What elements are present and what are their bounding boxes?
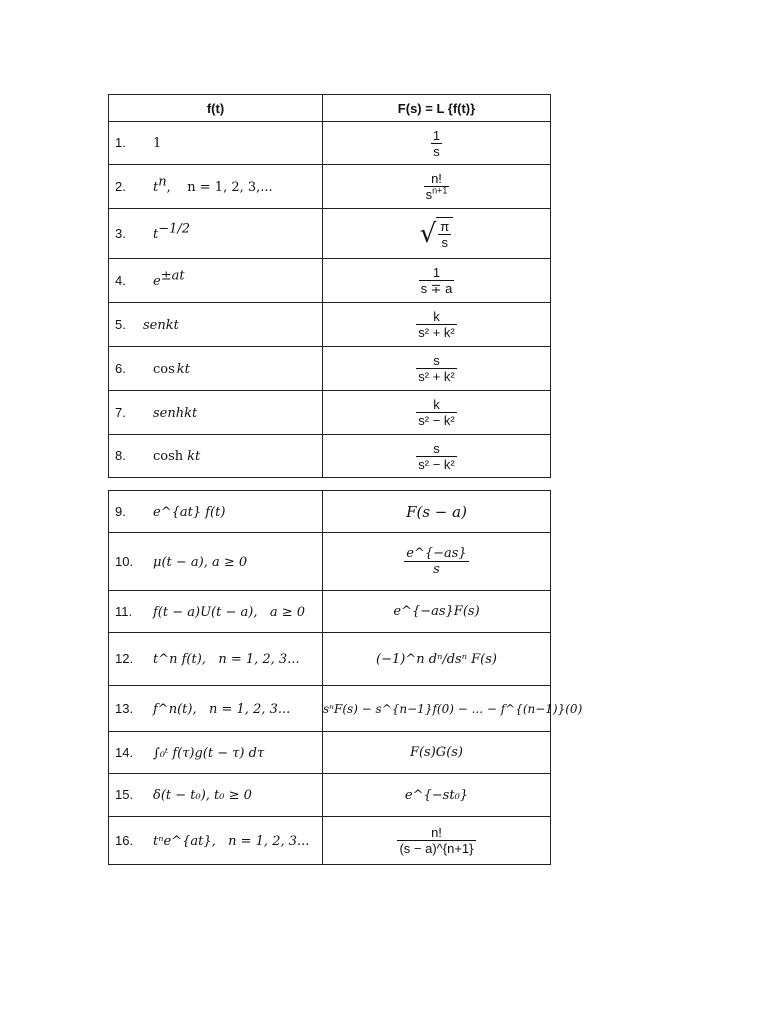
lhs-base: t [153, 226, 159, 242]
row-13-lhs [109, 686, 323, 732]
row-2-lhs [109, 165, 323, 209]
row-15-rhs: e^{−st₀} [323, 774, 551, 817]
row-11-rhs: e^{−as}F(s) [323, 591, 551, 633]
row-number: 11. [115, 603, 133, 619]
row-7-rhs [323, 391, 551, 435]
row-7-lhs [109, 391, 323, 435]
lhs-argument: kt [176, 361, 190, 377]
header-col-fs: F(s) = L {f(t)} [323, 95, 551, 122]
table-row [109, 633, 551, 686]
header-col-ft: f(t) [109, 95, 323, 122]
table-row [109, 122, 551, 165]
row-2-rhs [323, 165, 551, 209]
row-14-rhs: F(s)G(s) [323, 732, 551, 774]
row-10-lhs [109, 533, 323, 591]
fraction [438, 219, 451, 250]
square-root [420, 217, 454, 251]
fraction [397, 825, 475, 856]
table-row [109, 347, 551, 391]
row-number: 7. [115, 404, 126, 420]
table-row [109, 774, 551, 817]
row-4-lhs [109, 259, 323, 303]
lhs-argument: kt [187, 449, 201, 464]
row-11-lhs [109, 591, 323, 633]
lhs-expression: tⁿe^{at}, n = 1, 2, 3... [153, 833, 310, 849]
row-number: 6. [115, 360, 126, 376]
lhs-condition: , n = 1, 2, 3,... [166, 179, 273, 195]
fraction [416, 441, 456, 472]
row-14-lhs [109, 732, 323, 774]
table-row [109, 435, 551, 478]
row-number: 9. [115, 503, 126, 519]
row-16-lhs [109, 817, 323, 865]
fraction [424, 171, 450, 202]
row-6-rhs [323, 347, 551, 391]
den-base: s [425, 187, 433, 202]
denominator: s² − k² [418, 456, 455, 472]
fraction [419, 265, 455, 296]
denominator: s² + k² [418, 369, 455, 384]
lhs-expression: ∫₀ᵗ f(τ)g(t − τ) dτ [153, 745, 265, 761]
lhs-function: cos [153, 361, 175, 377]
row-number: 4. [115, 272, 126, 288]
numerator: k [433, 309, 440, 324]
row-number: 1. [115, 135, 126, 150]
row-15-lhs [109, 774, 323, 817]
lhs-expression: μ(t − a), a ≥ 0 [153, 554, 248, 570]
denominator: s² + k² [418, 325, 455, 340]
denominator [424, 186, 450, 202]
table-row [109, 817, 551, 865]
denominator: s [431, 143, 442, 159]
row-number: 16. [115, 832, 134, 848]
laplace-table-part-1 [108, 94, 551, 478]
table-row [109, 533, 551, 591]
lhs-expression: e^{at} f(t) [153, 504, 226, 520]
numerator: s [433, 353, 440, 368]
row-13-rhs: sⁿF(s) − s^{n−1}f(0) − ... − f^{(n−1)}(0) [323, 686, 551, 732]
row-12-rhs: (−1)^n dⁿ/dsⁿ F(s) [323, 633, 551, 686]
table-row [109, 491, 551, 533]
lhs-expression: 1 [153, 136, 162, 151]
row-8-rhs [323, 435, 551, 478]
table-row [109, 732, 551, 774]
lhs-expression: f^n(t), n = 1, 2, 3... [153, 701, 291, 717]
table-header-row [109, 95, 551, 122]
numerator: n! [431, 171, 442, 186]
row-3-lhs [109, 209, 323, 259]
fraction [416, 353, 456, 384]
row-4-rhs [323, 259, 551, 303]
row-12-lhs [109, 633, 323, 686]
lhs-base: t [153, 179, 159, 195]
lhs-expression: δ(t − t₀), t₀ ≥ 0 [153, 788, 252, 803]
lhs-expression: f(t − a)U(t − a), a ≥ 0 [153, 604, 306, 620]
fraction [431, 128, 442, 159]
row-1-rhs [323, 122, 551, 165]
radical-sign: √ [419, 218, 437, 249]
lhs-exponent: −1/2 [158, 221, 191, 237]
row-number: 13. [115, 700, 134, 716]
row-number: 10. [115, 553, 134, 569]
table-row [109, 209, 551, 259]
row-3-rhs [323, 209, 551, 259]
numerator: n! [431, 825, 442, 840]
row-number: 5. [115, 316, 126, 332]
numerator: k [433, 397, 440, 412]
table-row [109, 686, 551, 732]
table-row [109, 259, 551, 303]
denominator: s [438, 234, 451, 250]
row-8-lhs [109, 435, 323, 478]
table-row [109, 165, 551, 209]
lhs-base: e [153, 273, 161, 289]
row-number: 3. [115, 225, 126, 241]
table-row [109, 391, 551, 435]
numerator: e^{−as} [406, 546, 467, 561]
fraction [416, 309, 456, 340]
row-9-rhs: F(s − a) [323, 491, 551, 533]
fraction [416, 397, 456, 428]
denominator: s² − k² [418, 413, 455, 428]
laplace-table-part-2 [108, 490, 583, 865]
fraction [404, 546, 468, 577]
lhs-exponent: ±at [160, 268, 185, 284]
row-5-rhs [323, 303, 551, 347]
row-number: 12. [115, 651, 134, 666]
lhs-expression: senkt [143, 317, 179, 333]
numerator: 1 [432, 127, 441, 143]
lhs-expression: t^n f(t), n = 1, 2, 3... [153, 652, 300, 667]
row-1-lhs [109, 122, 323, 165]
row-10-rhs [323, 533, 551, 591]
row-16-rhs [323, 817, 551, 865]
numerator: 1 [432, 265, 441, 280]
row-number: 15. [115, 787, 134, 802]
lhs-expression: senhkt [153, 405, 198, 421]
row-6-lhs [109, 347, 323, 391]
row-9-lhs [109, 491, 323, 533]
numerator: π [440, 218, 450, 234]
denominator: (s − a)^{n+1} [399, 841, 474, 856]
row-5-lhs [109, 303, 323, 347]
numerator: s [433, 440, 440, 456]
lhs-exponent: n [158, 174, 167, 190]
denominator: s ∓ a [420, 281, 453, 296]
den-exponent: n+1 [432, 185, 448, 196]
table-row [109, 303, 551, 347]
row-number: 8. [115, 448, 126, 463]
table-row [109, 591, 551, 633]
lhs-function: cosh [153, 449, 184, 464]
denominator: s [404, 561, 468, 577]
row-number: 2. [115, 178, 126, 194]
row-number: 14. [115, 744, 134, 760]
